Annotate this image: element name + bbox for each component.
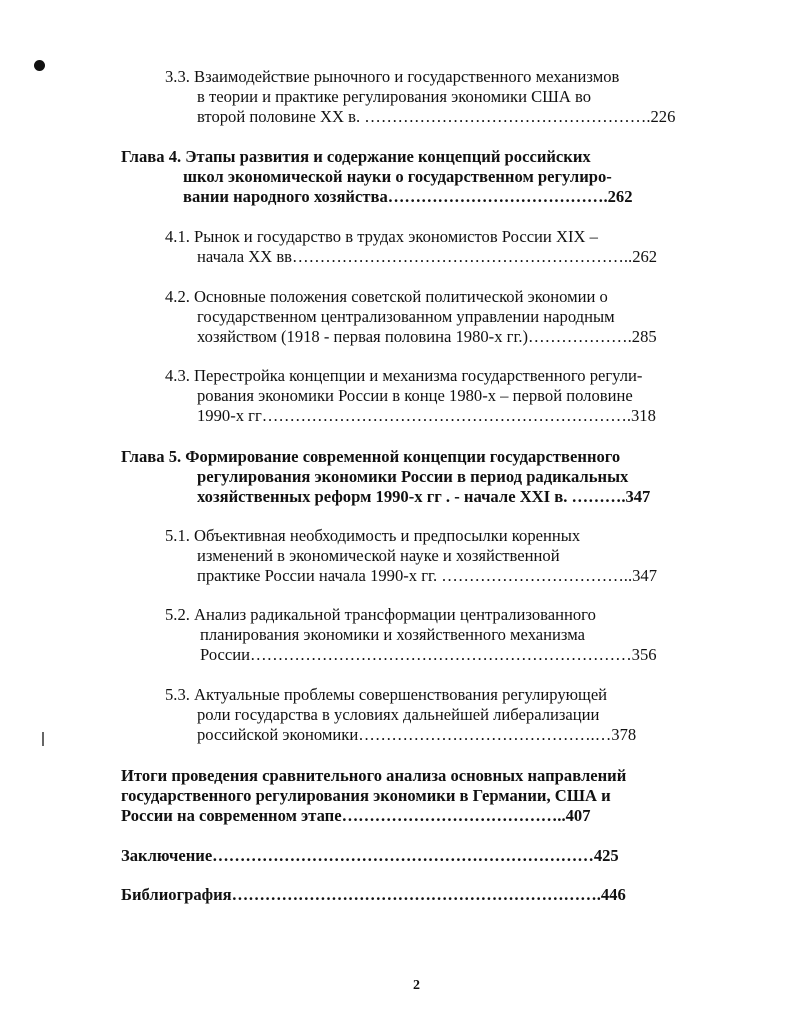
toc-entry-5-3-line-2: роли государства в условиях дальнейшей либерализации (197, 705, 600, 724)
toc-entry-5-1-line-3: практике России начала 1990-х гг. ……………………………..347 (197, 566, 657, 585)
toc-entry-5-1-line-2: изменений в экономической науке и хозяйственной (197, 546, 560, 565)
toc-entry-5-3-line-3: российской экономики…………………………………….…378 (197, 725, 637, 744)
toc-entry-5-2-line-3: России……………………………………………………………356 (200, 645, 657, 664)
toc-conclusion: Заключение……………………………………………………………425 (121, 846, 619, 865)
toc-chapter-4-line-1: Глава 4. Этапы развития и содержание концепций российских (121, 147, 591, 166)
toc-entry-5-1-line-1: 5.1. Объективная необходимость и предпосылки коренных (165, 526, 581, 545)
toc-summary-line-1: Итоги проведения сравнительного анализа основных направлений (121, 766, 627, 785)
toc-entry-4-2-line-2: государственном централизованном управлении народным (197, 307, 615, 326)
toc-entry-3-3-line-1: 3.3. Взаимодействие рыночного и государственного механизмов (165, 67, 620, 86)
toc-summary-line-2: государственного регулирования экономики в Германии, США и (121, 786, 611, 805)
toc-bibliography: Библиография………………………………………………………….446 (121, 885, 626, 904)
toc-chapter-4-line-3: вании народного хозяйства………………………………….262 (183, 187, 633, 206)
toc-entry-4-3-line-2: рования экономики России в конце 1980-х – первой половине (197, 386, 633, 405)
toc-entry-3-3-line-3: второй половине XX в. …………………………………………….226 (197, 107, 676, 126)
toc-chapter-5-line-3: хозяйственных реформ 1990-х гг . - начале XXI в. ……….347 (197, 487, 651, 506)
toc-entry-5-3-line-1: 5.3. Актуальные проблемы совершенствования регулирующей (165, 685, 608, 704)
page-number: 2 (413, 978, 420, 993)
toc-entry-4-1-line-2: начала XX вв……………………………………………………..262 (197, 247, 658, 266)
scan-artifact (42, 732, 44, 746)
toc-entry-3-3-line-2: в теории и практике регулирования экономики США во (197, 87, 592, 106)
toc-entry-4-3-line-3: 1990-х гг………………………………………………………….318 (197, 406, 656, 425)
punch-hole-mark (34, 60, 45, 71)
toc-chapter-4-line-2: школ экономической науки о государственном регулиро- (183, 167, 612, 186)
toc-entry-4-2-line-3: хозяйством (1918 - первая половина 1980-х гг.)……………….285 (197, 327, 657, 346)
toc-summary-line-3: России на современном этапе…………………………………..407 (121, 806, 591, 825)
toc-entry-5-2-line-2: планирования экономики и хозяйственного механизма (200, 625, 585, 644)
toc-entry-4-2-line-1: 4.2. Основные положения советской политической экономии о (165, 287, 608, 306)
toc-entry-4-3-line-1: 4.3. Перестройка концепции и механизма государственного регули- (165, 366, 643, 385)
toc-chapter-5-line-1: Глава 5. Формирование современной концепции государственного (121, 447, 621, 466)
toc-entry-4-1-line-1: 4.1. Рынок и государство в трудах экономистов России XIX – (165, 227, 598, 246)
toc-chapter-5-line-2: регулирования экономики России в период радикальных (197, 467, 629, 486)
toc-entry-5-2-line-1: 5.2. Анализ радикальной трансформации централизованного (165, 605, 596, 624)
